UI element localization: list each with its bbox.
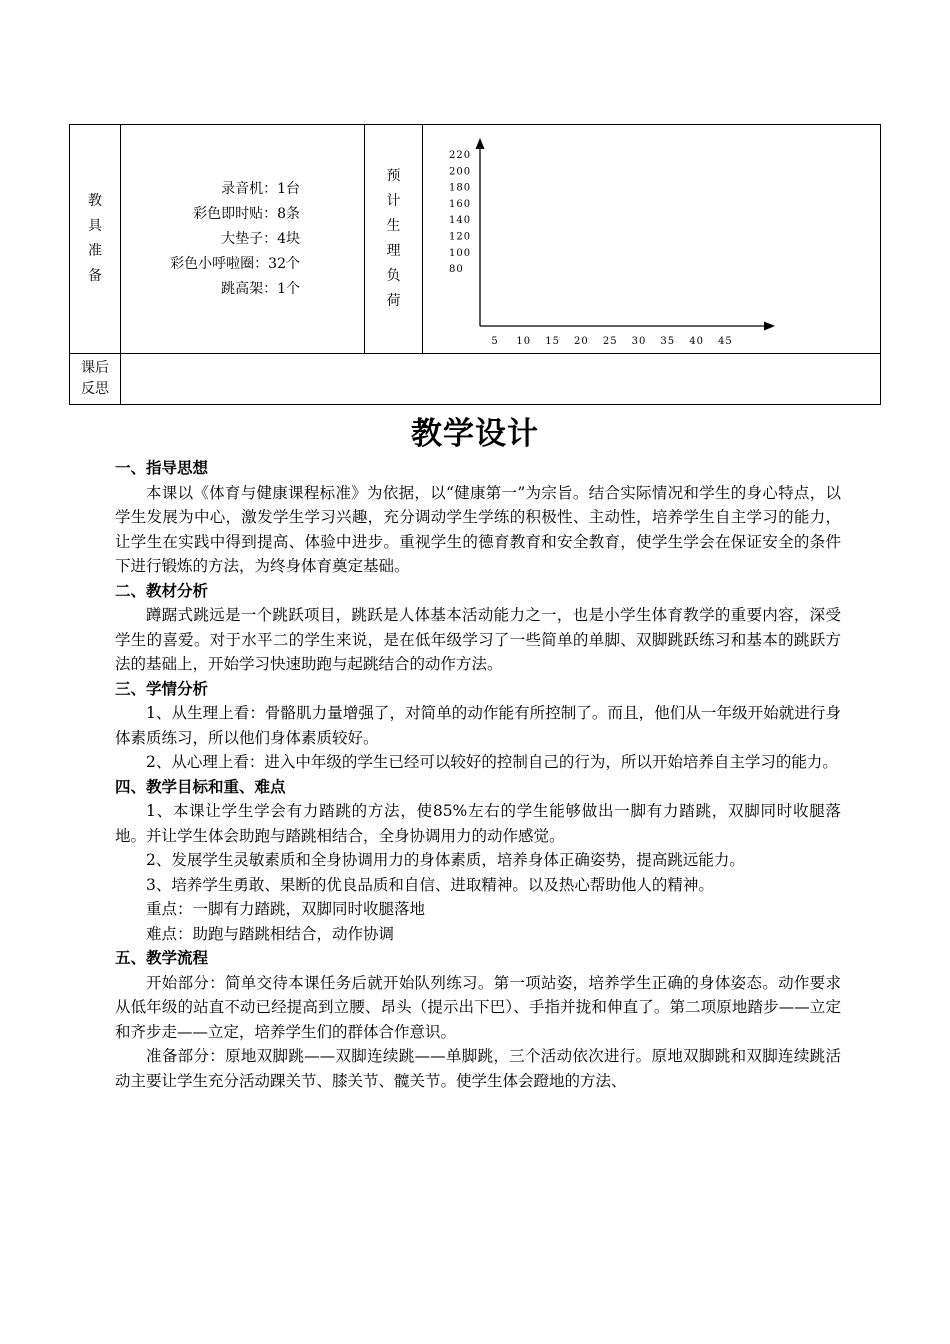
x-tick-label: 45 (718, 336, 733, 347)
key-point: 重点：一脚有力踏跳，双脚同时收腿落地 (146, 900, 426, 918)
y-axis-arrow (476, 138, 485, 149)
equipment-item: 大垫子：4块 (221, 230, 300, 247)
section-paragraph: 本课以《体育与健康课程标准》为依据，以“健康第一”为宗旨。结合实际情况和学生的身心特点，以学生发展为中心，激发学生学习兴趣，充分调动学生学练的积极性、主动性，培养学生自主学习的能力，让学生在实践中得到提高、体验中进步。重视学生的德育教育和安全教育，使学生学会在保证安全的条件下进行锻炼的方法，为终身体育奠定基础。 (115, 483, 841, 575)
equipment-item: 彩色小呼啦圈：32个 (170, 255, 300, 272)
load-chart-cell (423, 125, 881, 354)
equipment-item: 跳高架：1个 (221, 280, 300, 297)
equipment-row (70, 125, 881, 354)
section-paragraph: 1、本课让学生学会有力踏跳的方法，使85%左右的学生能够做出一脚有力踏跳，双脚同时收腿落地。并让学生体会助跑与踏跳相结合，全身协调用力的动作感觉。 (115, 802, 841, 845)
load-chart (423, 125, 879, 353)
section-paragraph: 蹲踞式跳远是一个跳跃项目，跳跃是人体基本活动能力之一，也是小学生体育教学的重要内容，深受学生的喜爱。对于水平二的学生来说，是在低年级学习了一些简单的单脚、双脚跳跃练习和基本的跳跃方法的基础上，开始学习快速助跑与起跳结合的动作方法。 (115, 606, 841, 673)
section-heading: 二、教材分析 (115, 581, 209, 600)
y-tick-label: 100 (449, 247, 472, 259)
y-tick-label: 180 (449, 182, 472, 194)
physiological-load-label: 预 计 生 理 负 荷 (365, 125, 423, 354)
reflection-row (70, 354, 881, 405)
section-paragraph: 1、从生理上看：骨骼肌力量增强了，对简单的动作能有所控制了。而且，他们从一年级开始就进行身体素质练习，所以他们身体素质较好。 (115, 704, 841, 747)
section-paragraph: 开始部分：简单交待本课任务后就开始队列练习。第一项站姿，培养学生正确的身体姿态。动作要求从低年级的站直不动已经提高到立腰、昂头（提示出下巴）、手指并拢和伸直了。第二项原地踏步——立定和齐步走——立定，培养学生们的群体合作意识。 (115, 973, 841, 1041)
x-tick-label: 5 (491, 336, 499, 347)
teaching-design-content (115, 456, 841, 1093)
section-heading: 四、教学目标和重、难点 (115, 777, 286, 796)
y-tick-label: 200 (449, 166, 472, 178)
x-tick-label: 15 (545, 336, 560, 347)
difficult-point: 难点：助跑与踏跳相结合，动作协调 (146, 924, 395, 943)
section-heading: 一、指导思想 (115, 459, 209, 477)
section-paragraph: 2、发展学生灵敏素质和全身协调用力的身体素质，培养身体正确姿势，提高跳远能力。 (146, 851, 745, 869)
x-tick-label: 20 (574, 336, 589, 347)
equipment-item: 彩色即时贴：8条 (193, 205, 300, 222)
reflection-label: 课后 反思 (70, 354, 121, 405)
x-tick-label: 30 (631, 336, 647, 347)
page-title: 教学设计 (411, 416, 539, 452)
y-axis-ticks (449, 150, 471, 275)
x-tick-label: 40 (689, 336, 704, 347)
x-tick-label: 25 (602, 336, 618, 347)
x-tick-label: 10 (516, 336, 532, 347)
section-paragraph: 准备部分：原地双脚跳——双脚连续跳——单脚跳，三个活动依次进行。原地双脚跳和双脚连续跳活动主要让学生充分活动踝关节、膝关节、髋关节。使学生体会蹬地的方法、 (115, 1047, 841, 1090)
reflection-content (121, 354, 881, 405)
lesson-plan-table (69, 124, 881, 405)
y-tick-label: 220 (449, 150, 472, 161)
y-tick-label: 120 (449, 231, 472, 243)
y-tick-label: 80 (449, 264, 464, 276)
x-axis-arrow (764, 322, 775, 331)
y-tick-label: 160 (449, 198, 472, 210)
section-paragraph: 3、培养学生勇敢、果断的优良品质和自信、进取精神。以及热心帮助他人的精神。 (146, 875, 714, 894)
section-paragraph: 2、从心理上看：进入中年级的学生已经可以较好的控制自己的行为，所以开始培养自主学习的能力。 (146, 753, 838, 771)
x-tick-label: 35 (660, 336, 676, 347)
section-heading: 五、教学流程 (115, 949, 209, 967)
equipment-label: 教 具 准 备 (70, 125, 121, 354)
section-heading: 三、学情分析 (115, 679, 209, 698)
y-tick-label: 140 (449, 215, 472, 227)
equipment-list (121, 125, 365, 354)
equipment-item: 录音机：1台 (221, 180, 300, 197)
x-axis-ticks (491, 336, 732, 347)
